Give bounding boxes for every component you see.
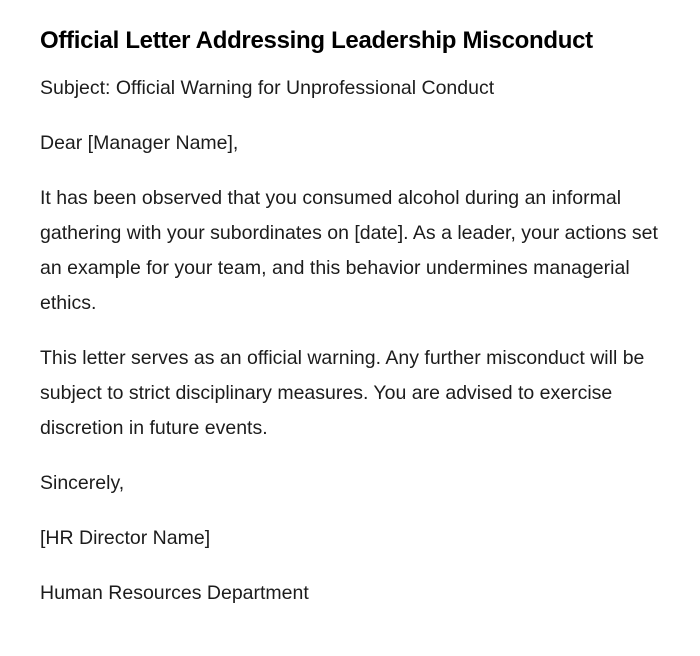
signer-name: [HR Director Name] [40,527,211,549]
letter-body-paragraph: This letter serves as an official warning. Any further misconduct will be subject to strict disciplinary measures. You are advised to exercise discretion in future events. [40,347,645,439]
letter-salutation: Dear [Manager Name], [40,132,239,154]
letter-title: Official Letter Addressing Leadership Misconduct [40,27,593,54]
letter-document [40,24,660,631]
letter-closing: Sincerely, [40,472,125,494]
signer-department: Human Resources Department [40,582,309,604]
letter-subject: Subject: Official Warning for Unprofessional Conduct [40,77,495,99]
letter-body-paragraph: It has been observed that you consumed alcohol during an informal gathering with your subordinates on [date]. As a leader, your actions set an example for your team, and this behavior undermines managerial ethics. [40,187,658,314]
